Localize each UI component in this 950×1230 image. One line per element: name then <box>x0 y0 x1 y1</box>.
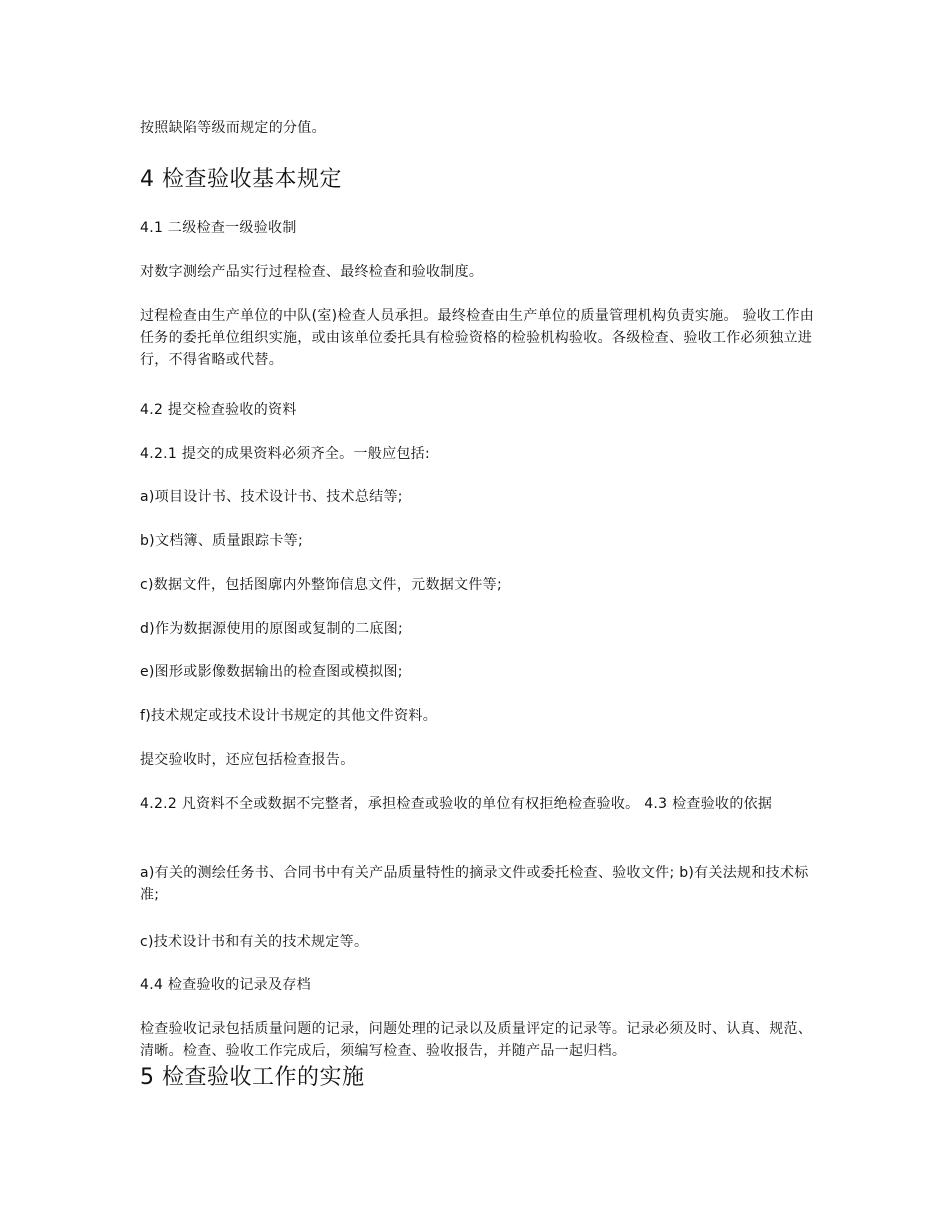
subheading-4-2-2: 4.2.2 凡资料不全或数据不完整者，承担检查或验收的单位有权拒绝检查验收。 4.3 检查验收的依据 <box>140 796 773 812</box>
paragraph-4: a)有关的测绘任务书、合同书中有关产品质量特性的摘录文件或委托检查、验收文件; b)有关法规和技术标准; <box>140 865 809 903</box>
paragraph-1: 对数字测绘产品实行过程检查、最终检查和验收制度。 <box>140 264 484 280</box>
paragraph-3: 提交验收时，还应包括检查报告。 <box>140 752 355 768</box>
paragraph-5: c)技术设计书和有关的技术规定等。 <box>140 934 369 950</box>
paragraph-intro: 按照缺陷等级而规定的分值。 <box>140 120 326 136</box>
list-item-b: b)文档簿、质量跟踪卡等; <box>140 533 303 549</box>
subheading-4-4: 4.4 检查验收的记录及存档 <box>140 977 311 993</box>
list-item-c: c)数据文件，包括图廓内外整饰信息文件，元数据文件等; <box>140 577 502 593</box>
subheading-4-1: 4.1 二级检查一级验收制 <box>140 220 297 236</box>
subheading-4-2: 4.2 提交检查验收的资料 <box>140 402 297 418</box>
list-item-e: e)图形或影像数据输出的检查图或模拟图; <box>140 664 403 680</box>
list-item-f: f)技术规定或技术设计书规定的其他文件资料。 <box>140 708 437 724</box>
heading-section-5: 5 检查验收工作的实施 <box>140 1065 365 1090</box>
paragraph-6: 检查验收记录包括质量问题的记录，问题处理的记录以及质量评定的记录等。记录必须及时、认真、规范、清晰。检查、验收工作完成后，须编写检查、验收报告，并随产品一起归档。 <box>140 1021 813 1059</box>
list-item-d: d)作为数据源使用的原图或复制的二底图; <box>140 621 404 637</box>
paragraph-2: 过程检查由生产单位的中队(室)检查人员承担。最终检查由生产单位的质量管理机构负责实施。 验收工作由任务的委托单位组织实施，或由该单位委托具有检验资格的检验机构验收。各级检查、验收工作必须独立进行，不得省略或代替。 <box>140 308 815 368</box>
heading-section-4: 4 检查验收基本规定 <box>140 167 342 192</box>
list-item-a: a)项目设计书、技术设计书、技术总结等; <box>140 489 403 505</box>
subheading-4-2-1: 4.2.1 提交的成果资料必须齐全。一般应包括: <box>140 446 430 462</box>
